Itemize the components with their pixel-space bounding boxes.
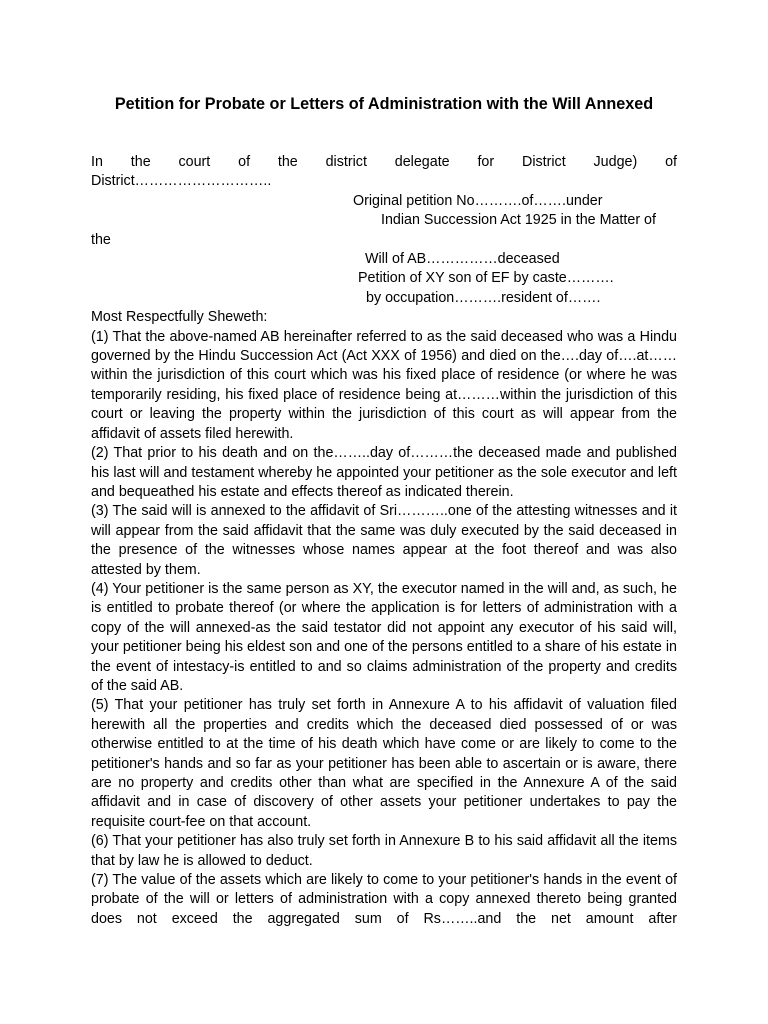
salutation: Most Respectfully Sheweth: xyxy=(91,309,268,326)
document-body xyxy=(91,153,677,929)
paragraph-3: (3) The said will is annexed to the affidavit of Sri………..one of the attesting witnesses and it will appear from the said affidavit that the same was duly executed by the said deceased in the presence of the witnesses whose names appear at the foot thereof and was also attested by them. xyxy=(91,503,677,578)
succession-act-tail: the xyxy=(91,231,111,248)
succession-act-line: Indian Succession Act 1925 in the Matter of xyxy=(381,212,656,229)
will-of-line: Will of AB……………deceased xyxy=(365,251,560,268)
district-line: District……………………….. xyxy=(91,173,272,190)
document-title: Petition for Probate or Letters of Administration with the Will Annexed xyxy=(114,95,654,113)
paragraph-4: (4) Your petitioner is the same person as XY, the executor named in the will and, as such, he is entitled to probate thereof (or where the application is for letters of administration with a copy of the will annexed-as the said testator did not appoint any executor of his said will, your petitioner being his eldest son and one of the persons entitled to a share of his estate in the event of intestacy-is entitled to and so claims administration of the property and credits of the said AB. xyxy=(91,580,677,694)
original-petition-line: Original petition No……….of…….under xyxy=(353,192,603,209)
paragraph-2: (2) That prior to his death and on the……..day of………the deceased made and published his last will and testament whereby he appointed your petitioner as the sole executor and left and bequeathed his estate and effects thereof as indicated therein. xyxy=(91,445,677,500)
paragraph-6: (6) That your petitioner has also truly set forth in Annexure B to his said affidavit all the items that by law he is allowed to deduct. xyxy=(91,833,677,869)
paragraph-5: (5) That your petitioner has truly set forth in Annexure A to his affidavit of valuation filed herewith all the properties and credits which the deceased died possessed of or was otherwise entitled to at the time of his death which have come or are likely to come to the petitioner's hands and so far as your petitioner has been able to ascertain or is aware, there are no property and credits other than what are specified in the Annexure A of the said affidavit and in case of discovery of other assets your petitioner undertakes to pay the requisite court-fee on that account. xyxy=(91,697,677,830)
occupation-line: by occupation……….resident of……. xyxy=(366,289,601,306)
paragraph-1: (1) That the above-named AB hereinafter referred to as the said deceased who was a Hindu governed by the Hindu Succession Act (Act XXX of 1956) and died on the….day of….at……within the jurisdiction of this court which was his fixed place of residence (or where he was temporarily residing, his fixed place of residence being at………within the jurisdiction of this court or leaving the property within the jurisdiction of this court as will appear from the affidavit of assets filed herewith. xyxy=(91,328,677,442)
court-line: In the court of the district delegate for District Judge) of xyxy=(91,154,677,170)
paragraph-7: (7) The value of the assets which are likely to come to your petitioner's hands in the event of probate of the will or letters of administration with a copy annexed thereto being granted does not exceed the aggregated sum of Rs……..and the net amount after xyxy=(91,872,677,927)
petition-of-line: Petition of XY son of EF by caste………. xyxy=(358,270,614,287)
